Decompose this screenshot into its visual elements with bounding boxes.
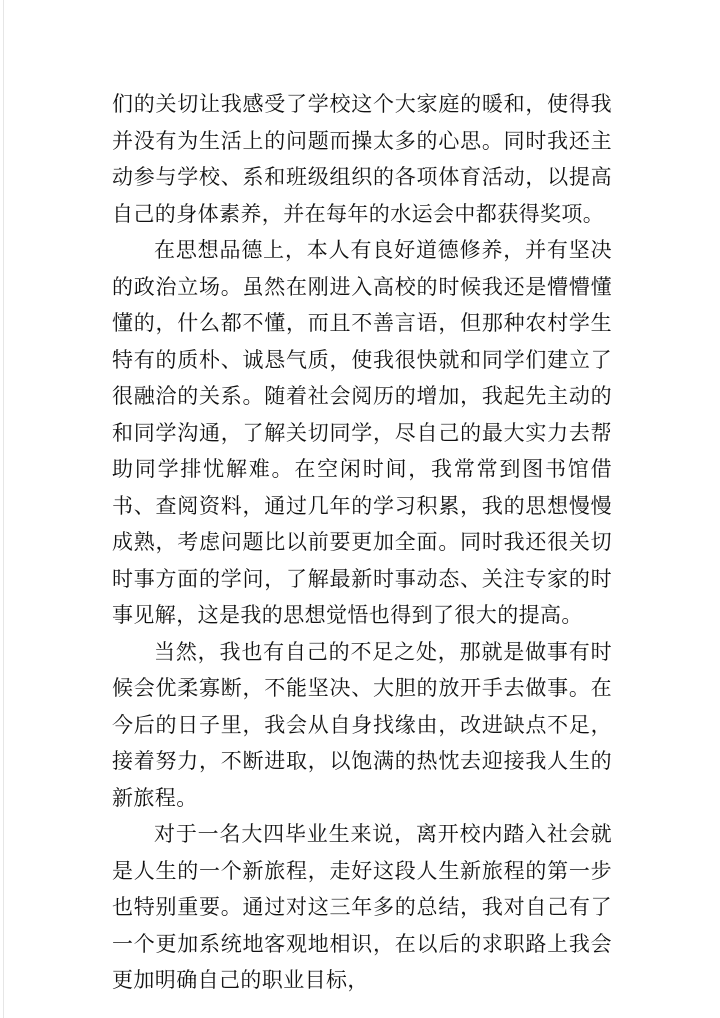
page-left-border bbox=[3, 0, 4, 1018]
document-body bbox=[112, 86, 612, 999]
paragraph-3: 当然，我也有自己的不足之处，那就是做事有时候会优柔寡断，不能坚决、大胆的放开手去做事。在今后的日子里，我会从自身找缘由，改进缺点不足，接着努力，不断进取，以饱满的热忱去迎接我人生的新旅程。 bbox=[112, 639, 612, 810]
paragraph-4: 对于一名大四毕业生来说，离开校内踏入社会就是人生的一个新旅程，走好这段人生新旅程的第一步也特别重要。通过对这三年多的总结，我对自己有了一个更加系统地客观地相识，在以后的求职路上我会更加明确自己的职业目标， bbox=[112, 822, 612, 992]
paragraph-2: 在思想品德上，本人有良好道德修养，并有坚决的政治立场。虽然在刚进入高校的时候我还是懵懵懂懂的，什么都不懂，而且不善言语，但那种农村学生特有的质朴、诚恳气质，使我很快就和同学们建立了很融洽的关系。随着社会阅历的增加，我起先主动的和同学沟通，了解关切同学，尽自己的最大实力去帮助同学排忧解难。在空闲时间，我常常到图书馆借书、查阅资料，通过几年的学习积累，我的思想慢慢成熟，考虑问题比以前要更加全面。同时我还很关切时事方面的学问，了解最新时事动态、关注专家的时事见解，这是我的思想觉悟也得到了很大的提高。 bbox=[112, 238, 612, 627]
paragraph-1: 们的关切让我感受了学校这个大家庭的暖和，使得我并没有为生活上的问题而操太多的心思。同时我还主动参与学校、系和班级组织的各项体育活动，以提高自己的身体素养，并在每年的水运会中都获得奖项。 bbox=[112, 92, 612, 226]
